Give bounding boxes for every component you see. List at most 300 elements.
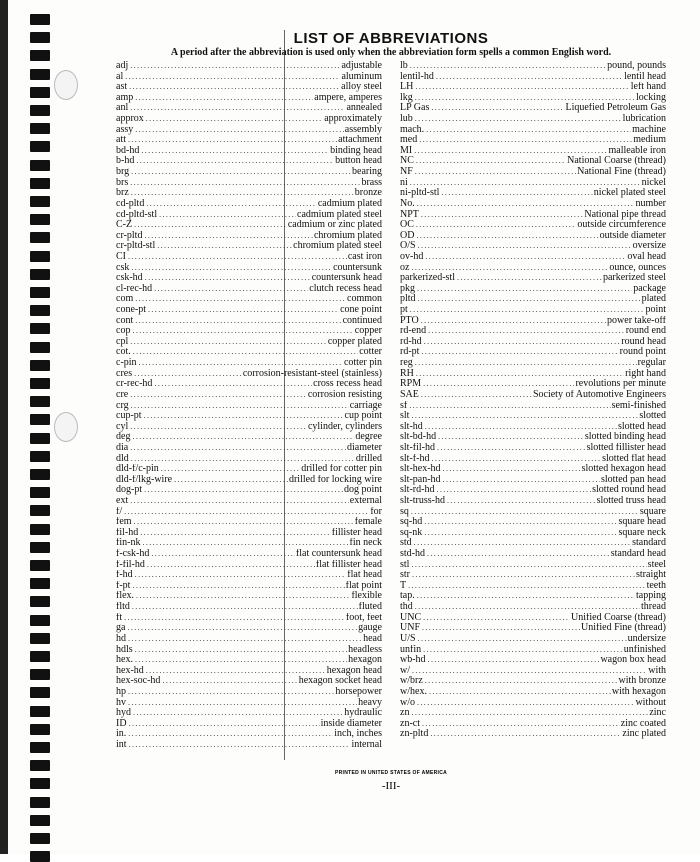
meaning: outside circumference [577, 220, 666, 231]
meaning: with hexagon [611, 686, 666, 697]
binding-ring [30, 687, 50, 698]
meaning: square [639, 506, 666, 517]
abbreviation: No. [400, 198, 415, 209]
abbreviation: wb-hd [400, 655, 426, 666]
abbreviation: oz [400, 262, 410, 273]
abbreviation-row [400, 443, 666, 454]
dot-leader [457, 273, 602, 284]
binding-ring [30, 396, 50, 407]
dot-leader [421, 316, 606, 327]
abbreviation-row [116, 305, 382, 316]
dot-leader [161, 464, 300, 475]
abbreviation: rd-pt [400, 347, 420, 358]
abbreviation-row [400, 146, 666, 157]
dot-leader [437, 443, 586, 454]
abbreviation: cr-rec-hd [116, 379, 153, 390]
abbreviation-row [400, 591, 666, 602]
abbreviation: sq-nk [400, 527, 423, 538]
meaning: Unified Coarse (thread) [571, 612, 666, 623]
dot-leader [431, 454, 601, 465]
abbreviation-row [400, 125, 666, 136]
abbreviation-row [400, 273, 666, 284]
meaning: foot, feet [345, 612, 382, 623]
meaning: semi-finished [611, 400, 666, 411]
abbreviation-row [116, 655, 382, 666]
dot-leader [136, 156, 334, 167]
abbreviation-row [116, 390, 382, 401]
binding-ring [30, 14, 50, 25]
abbreviation-row [116, 178, 382, 189]
dot-leader [410, 178, 641, 189]
dot-leader [129, 82, 340, 93]
dot-leader [130, 496, 349, 507]
binding-ring [30, 232, 50, 243]
abbreviation-row [400, 347, 666, 358]
meaning: oval head [627, 251, 666, 262]
meaning: flat point [345, 580, 382, 591]
meaning: for [370, 506, 382, 517]
meaning: slotted round head [592, 485, 666, 496]
abbreviation-row [400, 379, 666, 390]
meaning: cross recess head [313, 379, 382, 390]
abbreviation: hd [116, 633, 126, 644]
abbreviation-row [400, 82, 666, 93]
meaning: lubrication [622, 114, 666, 125]
abbreviation: pt [400, 305, 408, 316]
binding-ring [30, 651, 50, 662]
abbreviation-row [116, 613, 382, 624]
abbreviation-row [116, 358, 382, 369]
abbreviation-row [400, 613, 666, 624]
meaning: assembly [344, 124, 382, 135]
abbreviation-row [400, 581, 666, 592]
abbreviation-row [116, 220, 382, 231]
binding-ring [30, 196, 50, 207]
meaning: cone point [340, 305, 382, 316]
dot-leader [131, 263, 332, 274]
abbreviation-row [116, 443, 382, 454]
abbreviation-row [116, 581, 382, 592]
dot-leader [426, 125, 631, 136]
abbreviation-row [400, 188, 666, 199]
abbreviation-row [116, 676, 382, 687]
dot-leader [128, 252, 347, 263]
abbreviation: f-pt [116, 580, 131, 591]
abbreviation: LP Gas [400, 103, 430, 114]
abbreviation-row [400, 72, 666, 83]
meaning: unfinished [623, 644, 666, 655]
meaning: with [648, 665, 666, 676]
meaning: slotted flat head [602, 453, 666, 464]
abbreviation: rd-hd [400, 336, 422, 347]
dot-leader [144, 485, 343, 496]
meaning: head [363, 633, 382, 644]
meaning: tapping [636, 591, 666, 602]
abbreviation: cone-pt [116, 305, 146, 316]
abbreviation: dog-pt [116, 485, 143, 496]
meaning: button head [335, 156, 382, 167]
abbreviation-row [116, 263, 382, 274]
abbreviation: std-hd [400, 549, 425, 560]
dot-leader [411, 411, 638, 422]
abbreviation-row [400, 210, 666, 221]
dot-leader [425, 252, 626, 263]
dot-leader [124, 613, 345, 624]
dot-leader [144, 231, 312, 242]
binding-ring [30, 32, 50, 43]
meaning: revolutions per minute [575, 379, 666, 390]
abbreviation: zn [400, 708, 410, 719]
dot-leader [422, 623, 580, 634]
dot-leader [146, 114, 323, 125]
meaning: power take-off [607, 315, 666, 326]
meaning: zinc [649, 708, 666, 719]
dot-leader [131, 167, 351, 178]
abbreviation-row [116, 485, 382, 496]
abbreviation-row [116, 719, 382, 730]
abbreviation: fil-hd [116, 527, 139, 538]
binding-ring [30, 724, 50, 735]
abbreviation: hex. [116, 655, 133, 666]
abbreviation-row [116, 294, 382, 305]
abbreviation-row [400, 549, 666, 560]
abbreviation-row [400, 199, 666, 210]
binding-ring [30, 69, 50, 80]
abbreviation: lentil-hd [400, 71, 434, 82]
abbreviation-row [116, 125, 382, 136]
abbreviation-row [400, 507, 666, 518]
dot-leader [151, 549, 295, 560]
binding-ring [30, 505, 50, 516]
abbreviation-row [400, 411, 666, 422]
dot-leader [425, 676, 618, 687]
dot-leader [431, 103, 564, 114]
meaning: female [354, 517, 382, 528]
meaning: nickel [641, 177, 666, 188]
meaning: cadmium or zinc plated [287, 220, 382, 231]
binding-ring [30, 742, 50, 753]
abbreviation-row [116, 464, 382, 475]
abbreviation-row [116, 316, 382, 327]
binding-ring [30, 342, 50, 353]
abbreviation: UNC [400, 612, 422, 623]
abbreviation-row [116, 231, 382, 242]
dot-leader [415, 358, 637, 369]
abbreviation-row [116, 188, 382, 199]
abbreviation: cre [116, 389, 129, 400]
abbreviation: rd-end [400, 326, 427, 337]
meaning: outside diameter [599, 230, 666, 241]
abbreviation-row [400, 422, 666, 433]
abbreviation-row [400, 241, 666, 252]
meaning: clutch recess head [309, 283, 382, 294]
dot-leader [412, 570, 635, 581]
dot-leader [425, 422, 617, 433]
meaning: nickel plated steel [593, 188, 666, 199]
dot-leader [174, 475, 288, 486]
binding-ring [30, 560, 50, 571]
dot-leader [423, 645, 623, 656]
dot-leader [128, 729, 333, 740]
meaning: bronze [354, 188, 382, 199]
meaning: cylinder, cylinders [307, 421, 382, 432]
abbreviation: deg [116, 432, 131, 443]
binding-ring [30, 615, 50, 626]
dot-leader [145, 273, 311, 284]
abbreviation: cd-pltd-stl [116, 209, 158, 220]
abbreviation-row [116, 156, 382, 167]
meaning: National pipe thread [584, 209, 666, 220]
right-column [400, 61, 666, 751]
abbreviation: mach. [400, 124, 425, 135]
dot-leader [128, 135, 337, 146]
abbreviation: f-hd [116, 570, 133, 581]
meaning: annealed [346, 103, 382, 114]
dot-leader [148, 305, 339, 316]
meaning: undersize [627, 633, 666, 644]
abbreviation: O/S [400, 241, 416, 252]
meaning: aluminum [341, 71, 382, 82]
abbreviation: UNF [400, 623, 421, 634]
meaning: zinc plated [622, 729, 666, 740]
meaning: National Coarse (thread) [567, 156, 666, 167]
abbreviation: flex. [116, 591, 135, 602]
meaning: National Fine (thread) [577, 167, 666, 178]
abbreviation: slt-fil-hd [400, 442, 435, 453]
abbreviation: hyd [116, 708, 131, 719]
abbreviation-row [400, 178, 666, 189]
abbreviation: pltd [400, 294, 416, 305]
dot-leader [159, 210, 296, 221]
dot-leader [127, 623, 357, 634]
dot-leader [147, 560, 315, 571]
binding-ring [30, 360, 50, 371]
meaning: lentil head [624, 71, 666, 82]
meaning: fillister head [331, 527, 382, 538]
dot-leader [409, 401, 610, 412]
dot-leader [130, 422, 307, 433]
dot-leader [134, 220, 287, 231]
abbreviation: c-pin [116, 358, 137, 369]
meaning: copper plated [327, 336, 382, 347]
abbreviation: cr-pltd-stl [116, 241, 156, 252]
abbreviation-row [116, 517, 382, 528]
abbreviation: slt [400, 411, 410, 422]
abbreviation-row [400, 698, 666, 709]
abbreviation-row [400, 231, 666, 242]
meaning: Unified Fine (thread) [581, 623, 666, 634]
abbreviation: slt-f-hd [400, 453, 430, 464]
abbreviation: hex-hd [116, 665, 144, 676]
abbreviation-row [116, 103, 382, 114]
abbreviation-row [116, 82, 382, 93]
meaning: plated [641, 294, 666, 305]
dot-leader [428, 326, 625, 337]
abbreviation: parkerized-stl [400, 273, 455, 284]
abbreviation-row [116, 284, 382, 295]
abbreviation: sq [400, 506, 409, 517]
dot-leader [132, 581, 344, 592]
abbreviation: hdls [116, 644, 133, 655]
meaning: straight [636, 570, 666, 581]
meaning: oversize [632, 241, 666, 252]
dot-leader [441, 188, 592, 199]
abbreviation-row [116, 591, 382, 602]
abbreviation-row [400, 708, 666, 719]
abbreviation: brs [116, 177, 129, 188]
abbreviation: ni-pltd-stl [400, 188, 440, 199]
abbreviation: tap. [400, 591, 415, 602]
abbreviation-row [400, 560, 666, 571]
abbreviation: sq-hd [400, 517, 423, 528]
meaning: without [635, 697, 666, 708]
meaning: countersunk [333, 262, 382, 273]
dot-leader [411, 560, 646, 571]
dot-leader [140, 528, 331, 539]
dot-leader [134, 517, 354, 528]
abbreviation: unfin [400, 644, 422, 655]
meaning: round end [625, 326, 666, 337]
abbreviation-row [116, 114, 382, 125]
meaning: corrosion-resistant-steel (stainless) [242, 368, 382, 379]
dot-leader [418, 294, 641, 305]
abbreviation: in. [116, 729, 127, 740]
dot-leader [142, 538, 348, 549]
dot-leader [131, 454, 355, 465]
abbreviation-row [116, 602, 382, 613]
abbreviation-row [400, 517, 666, 528]
abbreviation: LH [400, 82, 414, 93]
abbreviation: dld-f/lkg-wire [116, 474, 173, 485]
binding-ring [30, 451, 50, 462]
binding-ring [30, 251, 50, 262]
abbreviation: f/ [116, 506, 123, 517]
binding-ring [30, 797, 50, 808]
abbreviation-row [400, 676, 666, 687]
meaning: diameter [347, 442, 382, 453]
dot-leader [422, 719, 620, 730]
abbreviation-row [116, 698, 382, 709]
dot-leader [411, 507, 639, 518]
dot-leader [417, 284, 632, 295]
page-subtitle: A period after the abbreviation is used only when the abbreviation form spells a common English word. [170, 47, 612, 58]
dot-leader [132, 326, 353, 337]
abbreviation-row [116, 634, 382, 645]
binding-ring [30, 487, 50, 498]
abbreviation-row [116, 167, 382, 178]
abbreviation: cr-pltd [116, 230, 143, 241]
abbreviation: ID [116, 718, 127, 729]
abbreviation-row [400, 305, 666, 316]
binding-ring [30, 578, 50, 589]
abbreviation: stl [400, 559, 410, 570]
abbreviation-row [116, 273, 382, 284]
meaning: cadmium plated steel [297, 209, 382, 220]
dot-leader [418, 241, 632, 252]
abbreviation-row [116, 432, 382, 443]
abbreviation: CI [116, 251, 126, 262]
abbreviation: OC [400, 220, 414, 231]
dot-leader [410, 305, 645, 316]
abbreviation-row [116, 708, 382, 719]
abbreviation-row [116, 496, 382, 507]
meaning: fluted [358, 602, 382, 613]
dot-leader [136, 591, 350, 602]
left-column [116, 61, 382, 751]
dot-leader [132, 602, 358, 613]
meaning: flat fillister head [315, 559, 382, 570]
abbreviation: w/hex. [400, 686, 427, 697]
binding-ring [30, 305, 50, 316]
dot-leader [141, 146, 329, 157]
meaning: slotted fillister head [586, 442, 666, 453]
abbreviation: w/o [400, 697, 415, 708]
dot-leader [128, 634, 362, 645]
abbreviation-row [400, 358, 666, 369]
meaning: internal [351, 740, 382, 750]
abbreviation-row [400, 432, 666, 443]
abbreviation-row [400, 135, 666, 146]
abbreviation: slt-bd-hd [400, 432, 437, 443]
meaning: standard head [610, 549, 666, 560]
binding-ring [30, 178, 50, 189]
meaning: inside diameter [320, 718, 382, 729]
meaning: thread [641, 602, 666, 613]
abbreviation: ext [116, 495, 129, 506]
meaning: slotted [639, 411, 666, 422]
abbreviation-row [116, 560, 382, 571]
abbreviation: med [400, 135, 418, 146]
punch-hole [54, 412, 78, 442]
abbreviation-row [400, 528, 666, 539]
abbreviation: reg [400, 358, 413, 369]
meaning: teeth [646, 580, 666, 591]
abbreviation: w/brz [400, 676, 423, 687]
abbreviation-row [116, 687, 382, 698]
dot-leader [415, 82, 629, 93]
abbreviation-row [400, 485, 666, 496]
binding-ring [30, 287, 50, 298]
meaning: cast iron [347, 251, 382, 262]
abbreviation-row [116, 454, 382, 465]
meaning: approximately [324, 114, 382, 125]
abbreviation: sf [400, 400, 408, 411]
abbreviation-row [400, 464, 666, 475]
dot-leader [130, 103, 345, 114]
dot-leader [130, 443, 346, 454]
dot-leader [408, 581, 645, 592]
binding-ring [30, 633, 50, 644]
abbreviation-row [116, 252, 382, 263]
dot-leader [416, 156, 566, 167]
abbreviation: amp [116, 92, 134, 103]
abbreviation: al [116, 71, 124, 82]
dot-leader [128, 687, 334, 698]
binding-ring [30, 123, 50, 134]
abbreviation: slt-hex-hd [400, 464, 441, 475]
abbreviation: NF [400, 167, 413, 178]
abbreviation-row [400, 475, 666, 486]
meaning: slotted hexagon head [581, 464, 666, 475]
dot-leader [415, 114, 622, 125]
abbreviation: adj [116, 61, 129, 71]
dot-leader [130, 337, 327, 348]
abbreviation: OD [400, 230, 415, 241]
meaning: dog point [343, 485, 382, 496]
abbreviation: cl-rec-hd [116, 283, 153, 294]
abbreviation-row [400, 326, 666, 337]
abbreviation-row [116, 210, 382, 221]
